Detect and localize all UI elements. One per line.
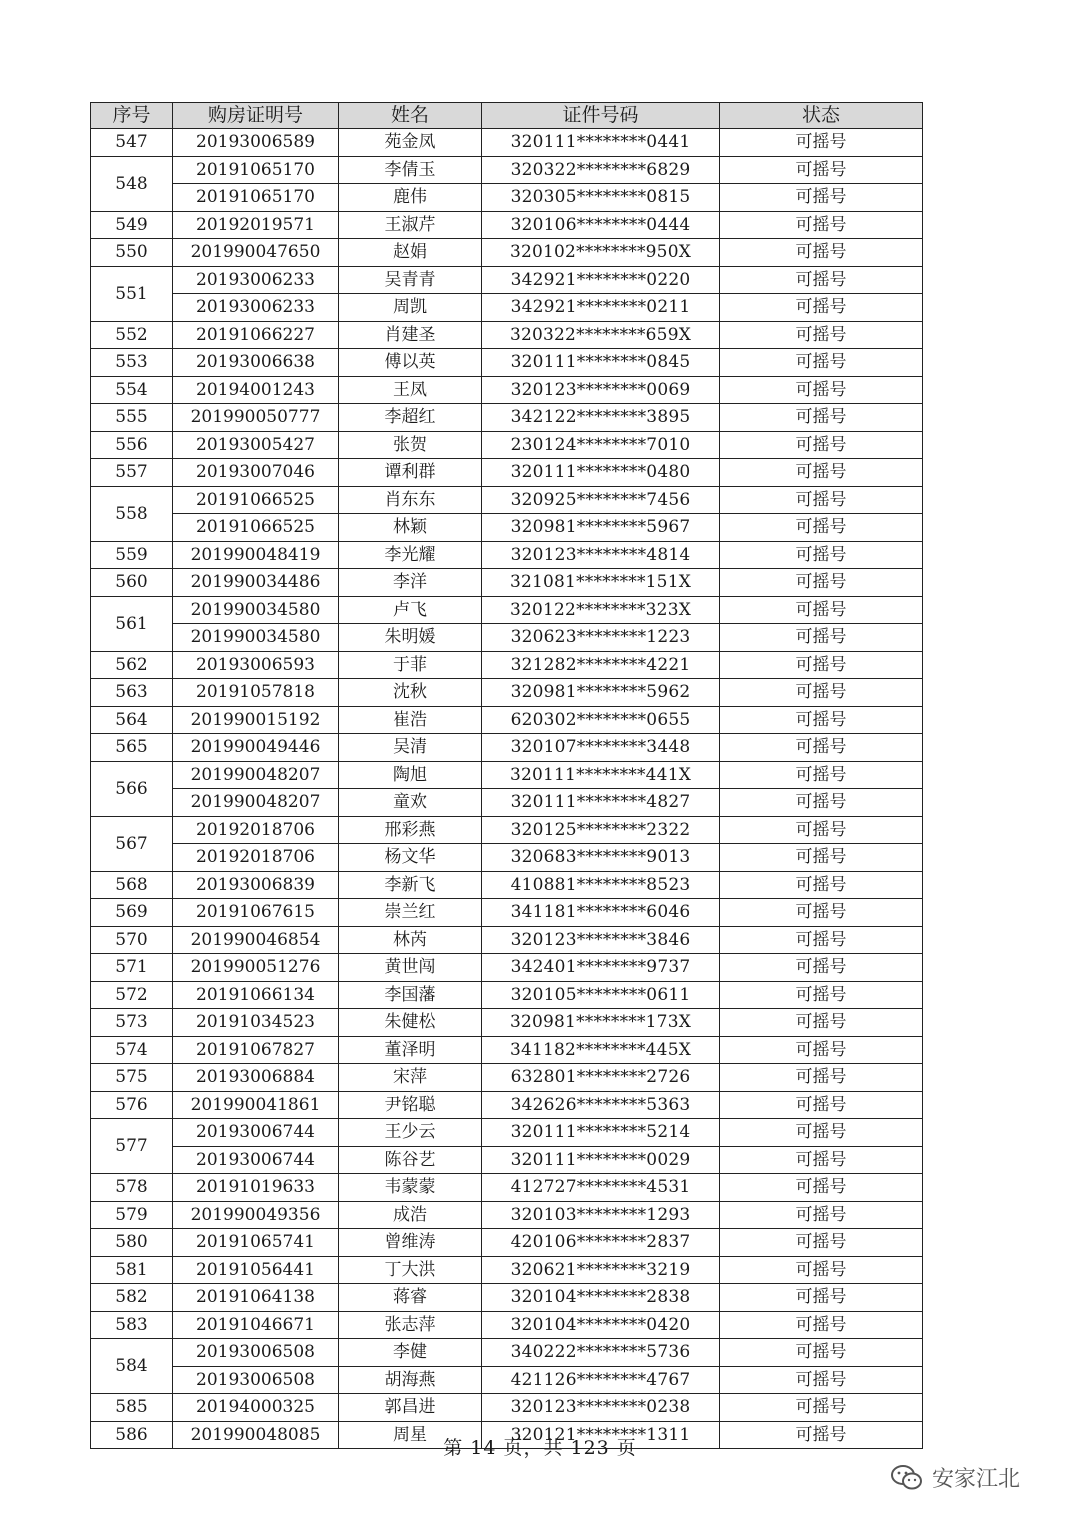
cell-status: 可摇号 xyxy=(720,211,923,239)
cell-seq: 555 xyxy=(91,404,173,432)
cell-status: 可摇号 xyxy=(720,624,923,652)
cell-name: 李光耀 xyxy=(339,541,482,569)
cell-certificate-no: 20191066227 xyxy=(173,321,339,349)
cell-name: 李国藩 xyxy=(339,981,482,1009)
cell-name: 林颖 xyxy=(339,514,482,542)
cell-id-number: 320105********0611 xyxy=(482,981,720,1009)
table-row xyxy=(91,1201,923,1229)
cell-name: 鹿伟 xyxy=(339,184,482,212)
cell-id-number: 320125********2322 xyxy=(482,816,720,844)
cell-seq: 586 xyxy=(91,1421,173,1449)
cell-id-number: 320322********6829 xyxy=(482,156,720,184)
cell-certificate-no: 20191046671 xyxy=(173,1311,339,1339)
cell-status: 可摇号 xyxy=(720,514,923,542)
cell-status: 可摇号 xyxy=(720,816,923,844)
cell-status: 可摇号 xyxy=(720,1421,923,1449)
table-row xyxy=(91,514,923,542)
cell-certificate-no: 201990050777 xyxy=(173,404,339,432)
cell-id-number: 320107********3448 xyxy=(482,734,720,762)
cell-status: 可摇号 xyxy=(720,981,923,1009)
cell-id-number: 320123********4814 xyxy=(482,541,720,569)
cell-id-number: 230124********7010 xyxy=(482,431,720,459)
cell-certificate-no: 20193005427 xyxy=(173,431,339,459)
cell-certificate-no: 20194001243 xyxy=(173,376,339,404)
cell-id-number: 632801********2726 xyxy=(482,1064,720,1092)
cell-status: 可摇号 xyxy=(720,1311,923,1339)
table-row xyxy=(91,541,923,569)
table-row xyxy=(91,1284,923,1312)
cell-name: 周凯 xyxy=(339,294,482,322)
cell-status: 可摇号 xyxy=(720,926,923,954)
cell-name: 崇兰红 xyxy=(339,899,482,927)
header-status: 状态 xyxy=(720,103,923,129)
cell-status: 可摇号 xyxy=(720,899,923,927)
table-row xyxy=(91,266,923,294)
cell-name: 杨文华 xyxy=(339,844,482,872)
cell-seq: 560 xyxy=(91,569,173,597)
cell-seq: 561 xyxy=(91,596,173,651)
table-row xyxy=(91,1256,923,1284)
table-row xyxy=(91,486,923,514)
table-row xyxy=(91,596,923,624)
cell-seq: 584 xyxy=(91,1339,173,1394)
cell-id-number: 342122********3895 xyxy=(482,404,720,432)
cell-name: 卢飞 xyxy=(339,596,482,624)
cell-certificate-no: 201990041861 xyxy=(173,1091,339,1119)
header-name: 姓名 xyxy=(339,103,482,129)
cell-seq: 562 xyxy=(91,651,173,679)
cell-name: 周星 xyxy=(339,1421,482,1449)
cell-name: 于菲 xyxy=(339,651,482,679)
cell-id-number: 320121********1311 xyxy=(482,1421,720,1449)
cell-id-number: 420106********2837 xyxy=(482,1229,720,1257)
table-row xyxy=(91,129,923,157)
cell-name: 黄世闯 xyxy=(339,954,482,982)
cell-status: 可摇号 xyxy=(720,1284,923,1312)
cell-seq: 563 xyxy=(91,679,173,707)
cell-id-number: 320623********1223 xyxy=(482,624,720,652)
cell-status: 可摇号 xyxy=(720,156,923,184)
cell-id-number: 320106********0444 xyxy=(482,211,720,239)
cell-seq: 556 xyxy=(91,431,173,459)
cell-id-number: 320123********0069 xyxy=(482,376,720,404)
cell-id-number: 320122********323X xyxy=(482,596,720,624)
cell-name: 李倩玉 xyxy=(339,156,482,184)
cell-name: 李超红 xyxy=(339,404,482,432)
cell-id-number: 320925********7456 xyxy=(482,486,720,514)
cell-status: 可摇号 xyxy=(720,1091,923,1119)
cell-name: 林芮 xyxy=(339,926,482,954)
cell-name: 王淑芹 xyxy=(339,211,482,239)
cell-seq: 580 xyxy=(91,1229,173,1257)
table-row xyxy=(91,1366,923,1394)
cell-id-number: 320111********0480 xyxy=(482,459,720,487)
cell-certificate-no: 20194000325 xyxy=(173,1394,339,1422)
cell-name: 赵娟 xyxy=(339,239,482,267)
cell-status: 可摇号 xyxy=(720,1394,923,1422)
cell-name: 李健 xyxy=(339,1339,482,1367)
cell-certificate-no: 20191034523 xyxy=(173,1009,339,1037)
cell-certificate-no: 201990048207 xyxy=(173,789,339,817)
cell-status: 可摇号 xyxy=(720,184,923,212)
cell-status: 可摇号 xyxy=(720,569,923,597)
page-footer: 第 14 页，共 123 页 xyxy=(443,1437,637,1459)
cell-seq: 572 xyxy=(91,981,173,1009)
cell-status: 可摇号 xyxy=(720,321,923,349)
table-row xyxy=(91,1174,923,1202)
cell-certificate-no: 20193007046 xyxy=(173,459,339,487)
cell-id-number: 320104********0420 xyxy=(482,1311,720,1339)
cell-status: 可摇号 xyxy=(720,1036,923,1064)
table-row xyxy=(91,789,923,817)
cell-status: 可摇号 xyxy=(720,1256,923,1284)
cell-name: 沈秋 xyxy=(339,679,482,707)
table-row xyxy=(91,1229,923,1257)
table-row xyxy=(91,459,923,487)
cell-id-number: 342921********0220 xyxy=(482,266,720,294)
cell-name: 宋萍 xyxy=(339,1064,482,1092)
cell-status: 可摇号 xyxy=(720,1119,923,1147)
table-row xyxy=(91,211,923,239)
cell-name: 王少云 xyxy=(339,1119,482,1147)
cell-status: 可摇号 xyxy=(720,954,923,982)
table-row xyxy=(91,1009,923,1037)
cell-certificate-no: 20191067827 xyxy=(173,1036,339,1064)
header-id-number: 证件号码 xyxy=(482,103,720,129)
header-seq: 序号 xyxy=(91,103,173,129)
cell-certificate-no: 20193006884 xyxy=(173,1064,339,1092)
cell-status: 可摇号 xyxy=(720,459,923,487)
wechat-icon xyxy=(890,1464,924,1492)
cell-id-number: 620302********0655 xyxy=(482,706,720,734)
watermark xyxy=(890,1462,1020,1493)
cell-name: 蒋睿 xyxy=(339,1284,482,1312)
cell-name: 童欢 xyxy=(339,789,482,817)
cell-id-number: 320981********5967 xyxy=(482,514,720,542)
cell-id-number: 341181********6046 xyxy=(482,899,720,927)
purchase-certificate-table xyxy=(90,102,923,1449)
cell-seq: 569 xyxy=(91,899,173,927)
cell-name: 成浩 xyxy=(339,1201,482,1229)
cell-status: 可摇号 xyxy=(720,596,923,624)
cell-seq: 581 xyxy=(91,1256,173,1284)
cell-id-number: 320111********4827 xyxy=(482,789,720,817)
cell-seq: 574 xyxy=(91,1036,173,1064)
cell-id-number: 320123********0238 xyxy=(482,1394,720,1422)
cell-certificate-no: 20191065170 xyxy=(173,156,339,184)
table-row xyxy=(91,624,923,652)
cell-certificate-no: 201990034580 xyxy=(173,596,339,624)
cell-name: 朱健松 xyxy=(339,1009,482,1037)
cell-seq: 547 xyxy=(91,129,173,157)
table-row xyxy=(91,1311,923,1339)
cell-seq: 553 xyxy=(91,349,173,377)
cell-id-number: 342401********9737 xyxy=(482,954,720,982)
cell-id-number: 340222********5736 xyxy=(482,1339,720,1367)
table-row xyxy=(91,431,923,459)
cell-seq: 552 xyxy=(91,321,173,349)
cell-seq: 559 xyxy=(91,541,173,569)
cell-seq: 549 xyxy=(91,211,173,239)
cell-seq: 558 xyxy=(91,486,173,541)
cell-status: 可摇号 xyxy=(720,1201,923,1229)
cell-seq: 577 xyxy=(91,1119,173,1174)
cell-status: 可摇号 xyxy=(720,1174,923,1202)
cell-certificate-no: 20191065170 xyxy=(173,184,339,212)
cell-status: 可摇号 xyxy=(720,129,923,157)
cell-name: 韦蒙蒙 xyxy=(339,1174,482,1202)
cell-certificate-no: 201990049356 xyxy=(173,1201,339,1229)
cell-seq: 565 xyxy=(91,734,173,762)
cell-id-number: 342626********5363 xyxy=(482,1091,720,1119)
cell-id-number: 320111********441X xyxy=(482,761,720,789)
table-row xyxy=(91,816,923,844)
table-header-row xyxy=(91,103,923,129)
cell-seq: 582 xyxy=(91,1284,173,1312)
cell-status: 可摇号 xyxy=(720,734,923,762)
cell-name: 朱明媛 xyxy=(339,624,482,652)
cell-certificate-no: 201990051276 xyxy=(173,954,339,982)
cell-certificate-no: 201990048419 xyxy=(173,541,339,569)
cell-name: 李洋 xyxy=(339,569,482,597)
table-body xyxy=(91,129,923,1449)
cell-seq: 567 xyxy=(91,816,173,871)
cell-name: 胡海燕 xyxy=(339,1366,482,1394)
cell-id-number: 320111********0845 xyxy=(482,349,720,377)
table-row xyxy=(91,349,923,377)
cell-id-number: 320683********9013 xyxy=(482,844,720,872)
cell-id-number: 320981********5962 xyxy=(482,679,720,707)
cell-certificate-no: 20193006744 xyxy=(173,1146,339,1174)
cell-name: 曾维涛 xyxy=(339,1229,482,1257)
cell-seq: 579 xyxy=(91,1201,173,1229)
table-row xyxy=(91,761,923,789)
cell-certificate-no: 20191019633 xyxy=(173,1174,339,1202)
table-row xyxy=(91,679,923,707)
cell-status: 可摇号 xyxy=(720,1064,923,1092)
table-row xyxy=(91,981,923,1009)
table-row xyxy=(91,404,923,432)
cell-seq: 583 xyxy=(91,1311,173,1339)
cell-seq: 548 xyxy=(91,156,173,211)
cell-certificate-no: 20193006233 xyxy=(173,266,339,294)
cell-certificate-no: 20191064138 xyxy=(173,1284,339,1312)
table-row xyxy=(91,376,923,404)
cell-id-number: 321282********4221 xyxy=(482,651,720,679)
cell-status: 可摇号 xyxy=(720,1339,923,1367)
cell-id-number: 421126********4767 xyxy=(482,1366,720,1394)
table-row xyxy=(91,239,923,267)
cell-certificate-no: 20191057818 xyxy=(173,679,339,707)
table-row xyxy=(91,294,923,322)
cell-certificate-no: 20191065741 xyxy=(173,1229,339,1257)
cell-seq: 566 xyxy=(91,761,173,816)
table-row xyxy=(91,321,923,349)
cell-seq: 585 xyxy=(91,1394,173,1422)
cell-certificate-no: 201990034486 xyxy=(173,569,339,597)
cell-status: 可摇号 xyxy=(720,541,923,569)
cell-status: 可摇号 xyxy=(720,679,923,707)
cell-name: 苑金凤 xyxy=(339,129,482,157)
cell-seq: 571 xyxy=(91,954,173,982)
cell-seq: 573 xyxy=(91,1009,173,1037)
cell-seq: 557 xyxy=(91,459,173,487)
cell-id-number: 320111********0441 xyxy=(482,129,720,157)
table-row xyxy=(91,1146,923,1174)
cell-certificate-no: 20192019571 xyxy=(173,211,339,239)
cell-status: 可摇号 xyxy=(720,376,923,404)
cell-status: 可摇号 xyxy=(720,239,923,267)
cell-certificate-no: 20193006839 xyxy=(173,871,339,899)
cell-seq: 578 xyxy=(91,1174,173,1202)
cell-name: 吴清 xyxy=(339,734,482,762)
cell-seq: 554 xyxy=(91,376,173,404)
table-row xyxy=(91,1394,923,1422)
cell-certificate-no: 20191066134 xyxy=(173,981,339,1009)
cell-seq: 576 xyxy=(91,1091,173,1119)
cell-name: 王凤 xyxy=(339,376,482,404)
cell-certificate-no: 20193006593 xyxy=(173,651,339,679)
watermark-text: 安家江北 xyxy=(932,1467,1021,1492)
table-row xyxy=(91,1339,923,1367)
cell-certificate-no: 201990048085 xyxy=(173,1421,339,1449)
table-row xyxy=(91,1064,923,1092)
cell-certificate-no: 201990048207 xyxy=(173,761,339,789)
cell-status: 可摇号 xyxy=(720,431,923,459)
cell-id-number: 320102********950X xyxy=(482,239,720,267)
cell-name: 陶旭 xyxy=(339,761,482,789)
cell-certificate-no: 20191056441 xyxy=(173,1256,339,1284)
cell-seq: 575 xyxy=(91,1064,173,1092)
cell-seq: 550 xyxy=(91,239,173,267)
cell-name: 尹铭聪 xyxy=(339,1091,482,1119)
cell-name: 陈谷艺 xyxy=(339,1146,482,1174)
cell-status: 可摇号 xyxy=(720,486,923,514)
cell-name: 董泽明 xyxy=(339,1036,482,1064)
cell-seq: 564 xyxy=(91,706,173,734)
table-row xyxy=(91,1036,923,1064)
cell-id-number: 320104********2838 xyxy=(482,1284,720,1312)
cell-seq: 568 xyxy=(91,871,173,899)
cell-status: 可摇号 xyxy=(720,1146,923,1174)
cell-id-number: 410881********8523 xyxy=(482,871,720,899)
table-row xyxy=(91,706,923,734)
cell-id-number: 320103********1293 xyxy=(482,1201,720,1229)
cell-id-number: 320981********173X xyxy=(482,1009,720,1037)
cell-id-number: 320621********3219 xyxy=(482,1256,720,1284)
cell-name: 李新飞 xyxy=(339,871,482,899)
cell-certificate-no: 20191066525 xyxy=(173,514,339,542)
table-row xyxy=(91,651,923,679)
cell-name: 张贺 xyxy=(339,431,482,459)
cell-status: 可摇号 xyxy=(720,706,923,734)
cell-certificate-no: 20193006744 xyxy=(173,1119,339,1147)
cell-name: 吴青青 xyxy=(339,266,482,294)
cell-name: 肖东东 xyxy=(339,486,482,514)
cell-certificate-no: 20193006638 xyxy=(173,349,339,377)
cell-certificate-no: 20192018706 xyxy=(173,844,339,872)
table-row xyxy=(91,156,923,184)
table-row xyxy=(91,1119,923,1147)
cell-certificate-no: 201990015192 xyxy=(173,706,339,734)
cell-id-number: 321081********151X xyxy=(482,569,720,597)
table-row xyxy=(91,899,923,927)
cell-seq: 551 xyxy=(91,266,173,321)
cell-name: 肖建圣 xyxy=(339,321,482,349)
cell-id-number: 320111********0029 xyxy=(482,1146,720,1174)
cell-certificate-no: 20192018706 xyxy=(173,816,339,844)
cell-id-number: 320322********659X xyxy=(482,321,720,349)
table-row xyxy=(91,569,923,597)
cell-status: 可摇号 xyxy=(720,1366,923,1394)
cell-name: 傅以英 xyxy=(339,349,482,377)
cell-certificate-no: 201990046854 xyxy=(173,926,339,954)
cell-name: 张志萍 xyxy=(339,1311,482,1339)
cell-name: 郭昌进 xyxy=(339,1394,482,1422)
cell-name: 邢彩燕 xyxy=(339,816,482,844)
cell-id-number: 320123********3846 xyxy=(482,926,720,954)
table-row xyxy=(91,844,923,872)
cell-id-number: 342921********0211 xyxy=(482,294,720,322)
cell-id-number: 412727********4531 xyxy=(482,1174,720,1202)
cell-id-number: 320111********5214 xyxy=(482,1119,720,1147)
table-row xyxy=(91,1091,923,1119)
table-row xyxy=(91,871,923,899)
cell-certificate-no: 20191066525 xyxy=(173,486,339,514)
cell-seq: 570 xyxy=(91,926,173,954)
header-certificate-no: 购房证明号 xyxy=(173,103,339,129)
cell-name: 崔浩 xyxy=(339,706,482,734)
cell-certificate-no: 20193006508 xyxy=(173,1366,339,1394)
cell-certificate-no: 20193006233 xyxy=(173,294,339,322)
cell-id-number: 320305********0815 xyxy=(482,184,720,212)
cell-status: 可摇号 xyxy=(720,294,923,322)
cell-name: 丁大洪 xyxy=(339,1256,482,1284)
cell-status: 可摇号 xyxy=(720,871,923,899)
cell-status: 可摇号 xyxy=(720,844,923,872)
cell-status: 可摇号 xyxy=(720,761,923,789)
cell-certificate-no: 20193006508 xyxy=(173,1339,339,1367)
table-row xyxy=(91,926,923,954)
table-row xyxy=(91,184,923,212)
cell-status: 可摇号 xyxy=(720,651,923,679)
cell-certificate-no: 201990034580 xyxy=(173,624,339,652)
cell-status: 可摇号 xyxy=(720,1229,923,1257)
table-row xyxy=(91,954,923,982)
cell-certificate-no: 201990047650 xyxy=(173,239,339,267)
cell-name: 谭利群 xyxy=(339,459,482,487)
cell-status: 可摇号 xyxy=(720,1009,923,1037)
cell-status: 可摇号 xyxy=(720,266,923,294)
cell-certificate-no: 201990049446 xyxy=(173,734,339,762)
table-row xyxy=(91,734,923,762)
cell-status: 可摇号 xyxy=(720,349,923,377)
cell-id-number: 341182********445X xyxy=(482,1036,720,1064)
cell-status: 可摇号 xyxy=(720,789,923,817)
cell-certificate-no: 20191067615 xyxy=(173,899,339,927)
cell-certificate-no: 20193006589 xyxy=(173,129,339,157)
cell-status: 可摇号 xyxy=(720,404,923,432)
